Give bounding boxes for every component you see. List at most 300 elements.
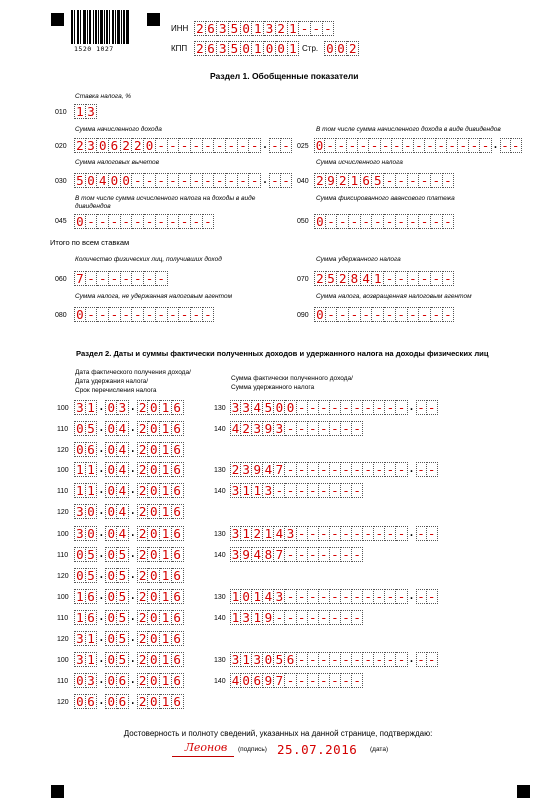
char-cell: 5	[326, 271, 338, 286]
char-cell: 2	[137, 631, 149, 646]
char-cell: 1	[86, 462, 98, 477]
char-cell: 0	[105, 421, 117, 436]
char-cell: -	[330, 547, 341, 562]
char-cell: 0	[148, 694, 160, 709]
char-cell: 1	[160, 504, 172, 519]
char-cell: 2	[137, 504, 149, 519]
amount-field-130	[230, 526, 438, 541]
char-cell: 0	[105, 526, 117, 541]
char-cell: -	[417, 652, 425, 667]
char-cell: -	[501, 138, 509, 153]
decimal-point: .	[97, 567, 105, 581]
char-cell: 0	[241, 673, 252, 688]
section2-right-caption-2: Сумма удержанного налога	[231, 384, 315, 391]
char-cell: -	[419, 214, 431, 229]
char-cell: 7	[274, 462, 285, 477]
decimal-point: .	[129, 461, 137, 475]
char-cell: -	[86, 307, 98, 322]
char-cell: 0	[148, 442, 160, 457]
corner-marker-bottom-right	[517, 785, 530, 798]
char-cell: -	[179, 214, 191, 229]
caption-040: Сумма исчисленного налога	[316, 159, 403, 166]
char-cell: -	[97, 307, 109, 322]
char-cell: 2	[137, 673, 149, 688]
char-cell: -	[374, 400, 385, 415]
char-cell: 3	[74, 526, 86, 541]
char-cell: 9	[326, 173, 338, 188]
char-cell: 2	[137, 568, 149, 583]
code-110: 110	[57, 552, 69, 559]
char-cell: 6	[172, 400, 184, 415]
char-cell: -	[384, 271, 396, 286]
char-cell: -	[330, 421, 341, 436]
char-cell: -	[109, 271, 121, 286]
char-cell: 1	[160, 400, 172, 415]
signature-caption: (подпись)	[238, 746, 267, 753]
char-cell: -	[427, 652, 438, 667]
signature-line	[172, 756, 234, 757]
char-cell: 1	[160, 483, 172, 498]
char-cell: 0	[86, 504, 98, 519]
char-cell: -	[319, 462, 330, 477]
char-cell: 5	[86, 547, 98, 562]
date-field-120	[74, 568, 184, 583]
code-110: 110	[57, 678, 69, 685]
decimal-point: .	[97, 399, 105, 413]
char-cell: 1	[160, 652, 172, 667]
char-cell: -	[308, 400, 319, 415]
char-cell: 4	[361, 271, 373, 286]
char-cell: 9	[263, 673, 274, 688]
char-cell: -	[330, 652, 341, 667]
field-025-dividend-income	[314, 138, 522, 153]
amount-field-130	[230, 400, 438, 415]
char-cell: -	[363, 652, 374, 667]
code-040: 040	[297, 178, 309, 185]
char-cell: 2	[194, 41, 206, 56]
date-caption: (дата)	[370, 746, 389, 753]
char-cell: 0	[97, 138, 109, 153]
amount-field-130	[230, 462, 438, 477]
char-cell: 0	[314, 214, 326, 229]
char-cell: -	[308, 547, 319, 562]
char-cell: -	[156, 271, 168, 286]
char-cell: -	[408, 307, 420, 322]
char-cell: -	[341, 652, 352, 667]
decimal-point: .	[261, 172, 269, 186]
date-field-120	[74, 631, 184, 646]
amount-field-140	[230, 610, 363, 625]
char-cell: 2	[276, 21, 288, 36]
total-all-rates-label: Итого по всем ставкам	[50, 238, 130, 247]
decimal-point: .	[407, 525, 416, 539]
decimal-point: .	[97, 693, 105, 707]
field-040-calculated-tax	[314, 173, 454, 188]
char-cell: 6	[172, 547, 184, 562]
char-cell: -	[203, 307, 215, 322]
char-cell: -	[352, 400, 363, 415]
char-cell: -	[86, 271, 98, 286]
char-cell: -	[337, 214, 349, 229]
char-cell: 4	[263, 462, 274, 477]
char-cell: 4	[97, 173, 109, 188]
code-045: 045	[55, 218, 67, 225]
char-cell: -	[285, 483, 296, 498]
char-cell: -	[269, 173, 281, 188]
char-cell: -	[308, 610, 319, 625]
char-cell: 7	[74, 271, 86, 286]
caption-080: Сумма налога, не удержанная налоговым агентом	[75, 293, 233, 300]
char-cell: 1	[349, 173, 361, 188]
char-cell: -	[363, 400, 374, 415]
char-cell: -	[374, 462, 385, 477]
char-cell: 0	[148, 504, 160, 519]
char-cell: -	[414, 138, 425, 153]
char-cell: 0	[148, 526, 160, 541]
char-cell: -	[417, 462, 425, 477]
code-120: 120	[57, 447, 69, 454]
char-cell: -	[431, 271, 443, 286]
char-cell: 1	[160, 568, 172, 583]
decimal-point: .	[97, 630, 105, 644]
decimal-point: .	[129, 525, 137, 539]
code-130: 130	[214, 594, 226, 601]
code-120: 120	[57, 636, 69, 643]
char-cell: 6	[172, 631, 184, 646]
char-cell: -	[297, 652, 308, 667]
code-070: 070	[297, 276, 309, 283]
char-cell: 1	[252, 21, 264, 36]
char-cell: 1	[160, 421, 172, 436]
date-field-110	[74, 673, 184, 688]
char-cell: 6	[252, 673, 263, 688]
char-cell: -	[341, 589, 352, 604]
char-cell: -	[417, 526, 425, 541]
char-cell: 4	[263, 589, 274, 604]
decimal-point: .	[129, 567, 137, 581]
char-cell: 0	[105, 462, 117, 477]
char-cell: -	[431, 307, 443, 322]
char-cell: -	[226, 138, 238, 153]
char-cell: -	[285, 589, 296, 604]
char-cell: 0	[74, 421, 86, 436]
char-cell: -	[427, 462, 438, 477]
code-080: 080	[55, 312, 67, 319]
amount-field-140	[230, 673, 363, 688]
char-cell: 4	[117, 442, 129, 457]
char-cell: 9	[263, 610, 274, 625]
char-cell: 2	[137, 442, 149, 457]
char-cell: -	[341, 547, 352, 562]
char-cell: -	[191, 138, 203, 153]
char-cell: 6	[172, 610, 184, 625]
char-cell: 1	[231, 610, 240, 625]
char-cell: -	[408, 214, 420, 229]
char-cell: -	[443, 173, 455, 188]
field-090-returned-tax	[314, 307, 454, 322]
char-cell: 6	[172, 504, 184, 519]
decimal-point: .	[97, 525, 105, 539]
char-cell: 3	[252, 421, 263, 436]
code-025: 025	[297, 143, 309, 150]
confirmation-text: Достоверность и полноту сведений, указанных на данной странице, подтверждаю:	[123, 729, 433, 738]
kpp-label: КПП	[171, 44, 188, 53]
char-cell: -	[352, 462, 363, 477]
char-cell: 3	[241, 610, 252, 625]
char-cell: -	[144, 271, 156, 286]
char-cell: -	[352, 589, 363, 604]
char-cell: 0	[144, 138, 156, 153]
decimal-point: .	[97, 672, 105, 686]
char-cell: 2	[194, 21, 206, 36]
char-cell: 0	[86, 173, 98, 188]
section2-left-caption-1: Дата фактического получения дохода/	[75, 369, 191, 376]
char-cell: 6	[86, 694, 98, 709]
date-field-120	[74, 694, 184, 709]
code-120: 120	[57, 509, 69, 516]
char-cell: 0	[74, 673, 86, 688]
code-140: 140	[214, 678, 226, 685]
char-cell: 1	[231, 589, 240, 604]
char-cell: 1	[160, 547, 172, 562]
code-100: 100	[57, 405, 69, 412]
code-120: 120	[57, 573, 69, 580]
char-cell: -	[403, 138, 414, 153]
char-cell: 3	[231, 483, 240, 498]
char-cell: 0	[74, 547, 86, 562]
char-cell: 9	[241, 547, 252, 562]
char-cell: 0	[74, 568, 86, 583]
char-cell: -	[226, 173, 238, 188]
char-cell: 1	[160, 610, 172, 625]
char-cell: 2	[137, 462, 149, 477]
char-cell: 0	[105, 631, 117, 646]
char-cell: -	[419, 271, 431, 286]
char-cell: 2	[137, 400, 149, 415]
char-cell: -	[352, 673, 363, 688]
char-cell: -	[374, 652, 385, 667]
date-field-100	[74, 526, 184, 541]
char-cell: 6	[285, 652, 296, 667]
char-cell: -	[341, 526, 352, 541]
char-cell: 3	[231, 547, 240, 562]
char-cell: -	[285, 421, 296, 436]
char-cell: -	[396, 462, 407, 477]
char-cell: 5	[263, 400, 274, 415]
char-cell: 5	[86, 421, 98, 436]
decimal-point: .	[407, 588, 416, 602]
char-cell: 6	[172, 589, 184, 604]
char-cell: 5	[229, 41, 241, 56]
caption-060: Количество физических лиц, получивших доход	[75, 256, 222, 263]
char-cell: -	[308, 462, 319, 477]
char-cell: -	[341, 400, 352, 415]
char-cell: -	[408, 271, 420, 286]
char-cell: -	[297, 483, 308, 498]
char-cell: -	[396, 589, 407, 604]
date-field-110	[74, 421, 184, 436]
char-cell: -	[168, 307, 180, 322]
char-cell: -	[297, 462, 308, 477]
decimal-point: .	[129, 693, 137, 707]
char-cell: 0	[105, 589, 117, 604]
char-cell: -	[132, 307, 144, 322]
char-cell: 8	[349, 271, 361, 286]
char-cell: 1	[86, 631, 98, 646]
char-cell: -	[330, 400, 341, 415]
char-cell: -	[363, 589, 374, 604]
char-cell: -	[352, 547, 363, 562]
char-cell: -	[156, 138, 168, 153]
char-cell: -	[372, 307, 384, 322]
char-cell: -	[443, 307, 455, 322]
char-cell: -	[109, 307, 121, 322]
char-cell: 3	[231, 652, 240, 667]
char-cell: -	[396, 307, 408, 322]
char-cell: -	[297, 526, 308, 541]
code-140: 140	[214, 426, 226, 433]
char-cell: 0	[105, 547, 117, 562]
char-cell: 3	[231, 400, 240, 415]
char-cell: 1	[241, 526, 252, 541]
char-cell: 0	[74, 214, 86, 229]
char-cell: 0	[241, 41, 253, 56]
char-cell: -	[352, 483, 363, 498]
char-cell: -	[319, 483, 330, 498]
char-cell: -	[319, 673, 330, 688]
char-cell: 6	[86, 589, 98, 604]
section1-title: Раздел 1. Обобщенные показатели	[210, 71, 359, 81]
char-cell: 1	[252, 41, 264, 56]
char-cell: -	[381, 138, 392, 153]
char-cell: 7	[274, 673, 285, 688]
caption-050: Сумма фиксированного авансового платежа	[316, 195, 455, 202]
char-cell: -	[458, 138, 469, 153]
caption-045: В том числе сумма исчисленного налога на доходы в виде дивидендов	[75, 195, 256, 210]
code-030: 030	[55, 178, 67, 185]
char-cell: -	[341, 483, 352, 498]
inn-field	[194, 21, 334, 36]
char-cell: 6	[172, 421, 184, 436]
barcode-image	[71, 10, 129, 44]
char-cell: -	[132, 271, 144, 286]
char-cell: -	[308, 589, 319, 604]
char-cell: 0	[148, 610, 160, 625]
char-cell: 1	[263, 526, 274, 541]
char-cell: 5	[117, 589, 129, 604]
char-cell: -	[396, 400, 407, 415]
corner-marker-top-left	[51, 13, 64, 26]
char-cell: -	[308, 652, 319, 667]
code-110: 110	[57, 488, 69, 495]
page-number-field	[324, 41, 359, 56]
corner-marker-top-right	[147, 13, 160, 26]
char-cell: 6	[109, 138, 121, 153]
char-cell: -	[319, 610, 330, 625]
char-cell: 2	[121, 138, 133, 153]
char-cell: -	[396, 652, 407, 667]
caption-070: Сумма удержанного налога	[316, 256, 401, 263]
char-cell: 0	[105, 504, 117, 519]
char-cell: 0	[105, 483, 117, 498]
code-120: 120	[57, 699, 69, 706]
decimal-point: .	[129, 651, 137, 665]
char-cell: 1	[372, 271, 384, 286]
char-cell: 1	[74, 589, 86, 604]
char-cell: 0	[105, 673, 117, 688]
char-cell: 1	[160, 673, 172, 688]
caption-020: Сумма начисленного дохода	[75, 126, 162, 133]
char-cell: 0	[105, 694, 117, 709]
char-cell: 3	[231, 526, 240, 541]
char-cell: -	[97, 214, 109, 229]
char-cell: 3	[74, 504, 86, 519]
code-110: 110	[57, 426, 69, 433]
char-cell: 0	[74, 307, 86, 322]
amount-field-140	[230, 483, 363, 498]
char-cell: 4	[117, 526, 129, 541]
char-cell: -	[144, 307, 156, 322]
char-cell: -	[319, 589, 330, 604]
char-cell: 0	[86, 526, 98, 541]
code-100: 100	[57, 594, 69, 601]
char-cell: 4	[231, 673, 240, 688]
code-140: 140	[214, 488, 226, 495]
code-090: 090	[297, 312, 309, 319]
char-cell: -	[249, 138, 261, 153]
char-cell: -	[326, 307, 338, 322]
decimal-point: .	[97, 546, 105, 560]
char-cell: 5	[117, 652, 129, 667]
char-cell: 2	[241, 421, 252, 436]
char-cell: -	[384, 307, 396, 322]
code-110: 110	[57, 615, 69, 622]
char-cell: 1	[160, 694, 172, 709]
amount-field-130	[230, 589, 438, 604]
char-cell: 2	[231, 462, 240, 477]
char-cell: 2	[252, 526, 263, 541]
char-cell: -	[168, 138, 180, 153]
char-cell: 3	[74, 652, 86, 667]
decimal-point: .	[129, 420, 137, 434]
decimal-point: .	[97, 420, 105, 434]
char-cell: -	[385, 462, 396, 477]
char-cell: 0	[148, 589, 160, 604]
char-cell: 2	[137, 610, 149, 625]
char-cell: -	[156, 214, 168, 229]
char-cell: -	[361, 307, 373, 322]
char-cell: 2	[337, 173, 349, 188]
barcode-number: 1520 1027	[74, 45, 114, 53]
field-080-not-withheld-tax	[74, 307, 214, 322]
char-cell: -	[352, 610, 363, 625]
char-cell: 0	[74, 442, 86, 457]
char-cell: 1	[241, 652, 252, 667]
char-cell: -	[308, 483, 319, 498]
char-cell: -	[385, 652, 396, 667]
char-cell: -	[431, 173, 443, 188]
char-cell: -	[349, 214, 361, 229]
char-cell: -	[179, 138, 191, 153]
char-cell: 3	[241, 462, 252, 477]
field-045-dividend-tax	[74, 214, 214, 229]
char-cell: -	[191, 173, 203, 188]
char-cell: -	[269, 138, 281, 153]
section2-left-caption-2: Дата удержания налога/	[75, 378, 149, 385]
caption-030: Сумма налоговых вычетов	[75, 159, 160, 166]
field-070-withheld-tax	[314, 271, 454, 286]
char-cell: 1	[241, 483, 252, 498]
